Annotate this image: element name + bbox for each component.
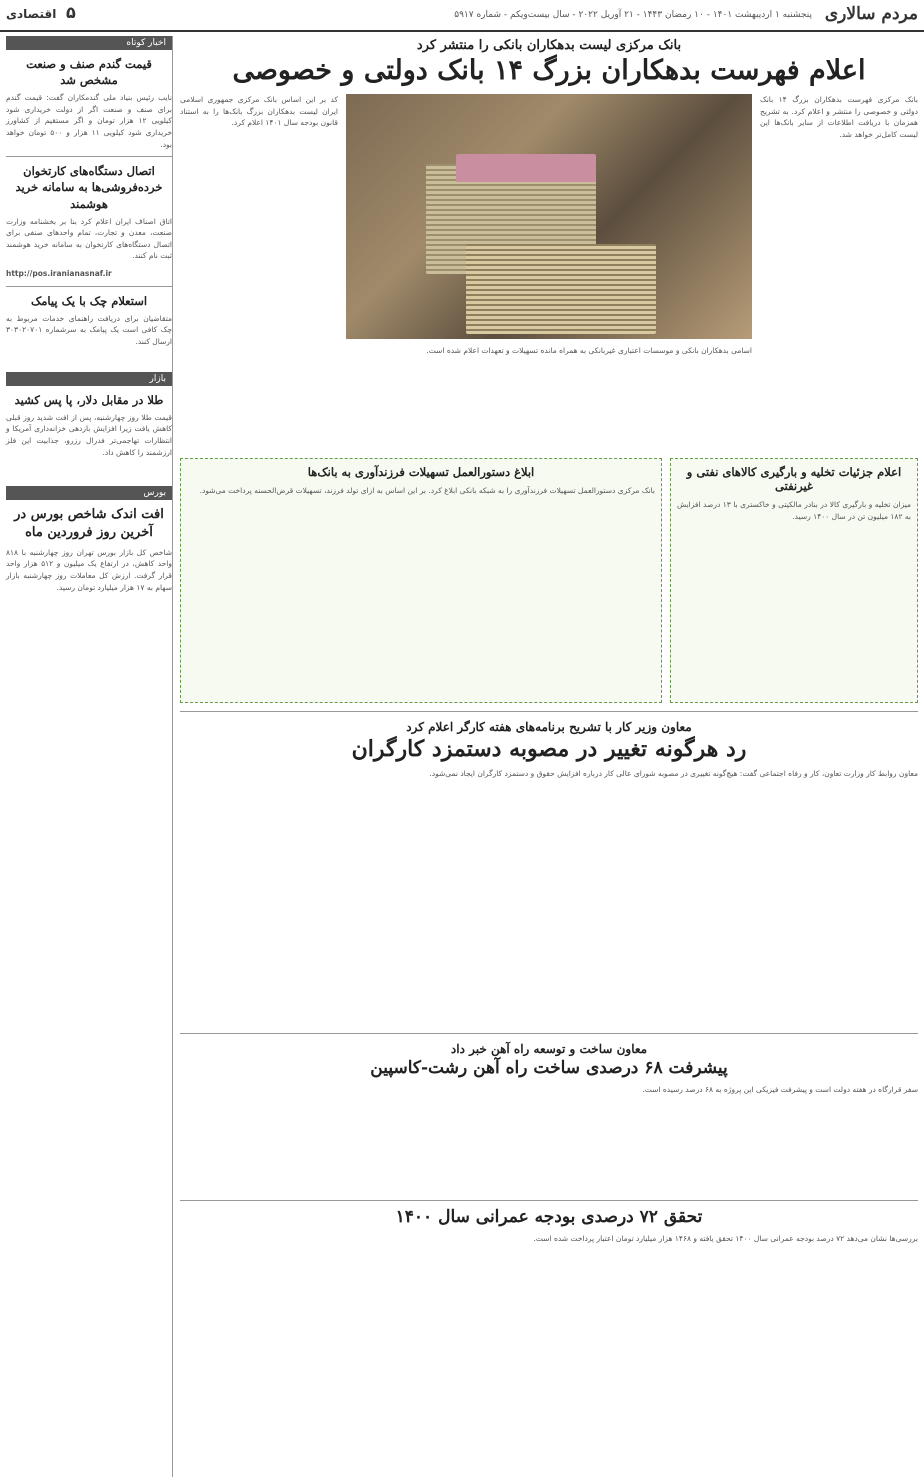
market-label: بازار — [6, 372, 172, 386]
lead-col-middle — [346, 94, 752, 454]
bourse-text: شاخص کل بازار بورس تهران روز چهارشنبه با ۸۱۸ واحد کاهش، در ارتفاع یک میلیون و ۵۱۲ هزار واحد قرار گرفت. ارزش کل معاملات روز چهارشنبه بازار سهام به ۱۷ هزار میلیارد تومان رسید. — [6, 547, 172, 592]
short-news-label: اخبار کوتاه — [6, 36, 172, 50]
news-pos-text: اتاق اصناف ایران اعلام کرد بنا بر بخشنامه وزارت صنعت، معدن و تجارت، تمام واحدهای صنفی برای اتصال دستگاه‌های کارتخوان به سامانه خرید هوشمند ثبت نام کنند. — [6, 216, 172, 261]
lead-text-2: کد بر این اساس بانک مرکزی جمهوری اسلامی ایران لیست بدهکاران بزرگ بانک‌ها را به استناد قانون بودجه سال ۱۴۰۱ اعلام کرد. — [180, 95, 338, 128]
market-gold-text: قیمت طلا روز چهارشنبه، پس از افت شدید روز قبلی کاهش یافت زیرا افزایش بازدهی خزانه‌داری آمریکا و انتظارات تهاجمی‌تر فدرال رزرو، جذابیت این فلز ارزشمند را کاهش داد. — [6, 412, 172, 457]
budget-headline: تحقق ۷۲ درصدی بودجه عمرانی سال ۱۴۰۰ — [395, 1207, 703, 1228]
lead-col-left — [180, 94, 338, 454]
box-childbirth-loans — [180, 458, 662, 703]
labor-kicker: معاون وزیر کار با تشریح برنامه‌های هفته کارگر اعلام کرد — [406, 720, 692, 735]
banknote-stack — [466, 244, 656, 334]
budget-text: بررسی‌ها نشان می‌دهد ۷۲ درصد بودجه عمرانی سال ۱۴۰۰ تحقق یافته و ۱۴۶۸ هزار میلیارد تومان اعتبار پرداخت شده است. — [533, 1234, 918, 1244]
divider — [6, 286, 172, 287]
lead-row — [180, 94, 918, 454]
divider — [6, 156, 172, 157]
box-childbirth-loans-title: ابلاغ دستورالعمل تسهیلات فرزندآوری به بانک‌ها — [307, 465, 535, 480]
boxes-row — [180, 458, 918, 703]
box-oil-cargo-title: اعلام جزئیات تخلیه و بارگیری کالاهای نفتی و غیرنفتی — [686, 465, 902, 494]
news-wheat-title: قیمت گندم صنف و صنعت مشخص شد — [26, 57, 152, 88]
rail-headline: پیشرفت ۶۸ درصدی ساخت راه آهن رشت-کاسپین — [370, 1058, 728, 1079]
box-oil-cargo — [670, 458, 918, 703]
lead-text-1: بانک مرکزی فهرست بدهکاران بزرگ ۱۴ بانک دولتی و خصوصی را منتشر و اعلام کرد. به تشریح همزمان با دریافت اطلاعات از سایر بانک‌ها این لیست کامل‌تر خواهد شد. — [760, 95, 918, 139]
labor-text: معاون روابط کار وزارت تعاون، کار و رفاه اجتماعی گفت: هیچ‌گونه تغییری در مصوبه شورای عالی کار درباره افزایش حقوق و دستمزد کارگران ایجاد نمی‌شود. — [429, 769, 918, 779]
box-childbirth-loans-text: بانک مرکزی دستورالعمل تسهیلات فرزندآوری را به شبکه بانکی ابلاغ کرد. بر این اساس به ازای تولد فرزند، تسهیلات قرض‌الحسنه پرداخت می‌شود. — [199, 486, 655, 496]
lead-under-photo: اسامی بدهکاران بانکی و موسسات اعتباری غیربانکی به همراه مانده تسهیلات و تعهدات اعلام شده است. — [426, 346, 752, 356]
bourse-title: افت اندک شاخص بورس در آخرین روز فروردین ماه — [14, 507, 164, 541]
page-number-digit: ۵ — [65, 3, 76, 22]
dateline: پنجشنبه ۱ اردیبهشت ۱۴۰۱ - ۱۰ رمضان ۱۴۴۳ - ۲۱ آوریل ۲۰۲۲ - سال بیست‌ویکم - شماره ۵۹۱۷ — [454, 10, 812, 20]
news-cheque-title: استعلام چک با یک پیامک — [30, 293, 148, 308]
rail-text: سفر قرارگاه در هفته دولت است و پیشرفت فیزیکی این پروژه به ۶۸ درصد رسیده است. — [642, 1085, 918, 1095]
lead-col-right — [760, 94, 918, 454]
masthead-logo: مردم سالاری — [824, 4, 918, 24]
money-photo — [346, 94, 752, 339]
lead-headline: اعلام فهرست بدهکاران بزرگ ۱۴ بانک دولتی و خصوصی — [232, 55, 866, 86]
rail-kicker: معاون ساخت و توسعه راه آهن خبر داد — [450, 1042, 648, 1057]
market-gold-title: طلا در مقابل دلار، پا پس کشید — [14, 392, 164, 407]
budget-section — [180, 1200, 918, 1245]
masthead-bar — [0, 0, 924, 32]
banknote-top — [456, 154, 596, 182]
section-name: اقتصادی — [6, 7, 57, 21]
box-oil-cargo-text: میزان تخلیه و بارگیری کالا در بنادر مالکیتی و خاکستری با ۱۳ درصد افزایش به ۱۸۲ میلیون تن در سال ۱۴۰۰ رسید. — [677, 500, 911, 521]
news-cheque-text: متقاضیان برای دریافت راهنمای خدمات مربوط به چک کافی است یک پیامک به سرشماره ۳۰۳۰۲۰۷۰۱ ارسال کنند. — [6, 313, 172, 347]
bourse-label: بورس — [6, 486, 172, 500]
labor-headline: رد هرگونه تغییر در مصوبه دستمزد کارگران — [351, 736, 747, 763]
page-body — [6, 36, 918, 1477]
lead-kicker: بانک مرکزی لیست بدهکاران بانکی را منتشر کرد — [416, 38, 682, 53]
news-pos-url[interactable]: http://pos.iranianasnaf.ir — [6, 269, 112, 279]
labor-section — [180, 711, 918, 1033]
news-wheat-text: نایب رئیس بنیاد ملی گندمکاران گفت: قیمت گندم برای صنف و صنعت اگر از دولت خریداری شود کیلویی ۱۲ هزار تومان و اگر مستقیم از کشاورز خریداری شود کیلویی ۱۱ هزار و ۵۰۰ تومان خواهد بود. — [6, 93, 173, 149]
sidebar-column — [6, 36, 173, 1477]
page-number — [6, 3, 76, 22]
rail-section — [180, 1033, 918, 1200]
main-area — [180, 36, 918, 1477]
news-pos-title: اتصال دستگاه‌های کارتخوان خرده‌فروشی‌ها به سامانه خرید هوشمند — [15, 164, 163, 211]
